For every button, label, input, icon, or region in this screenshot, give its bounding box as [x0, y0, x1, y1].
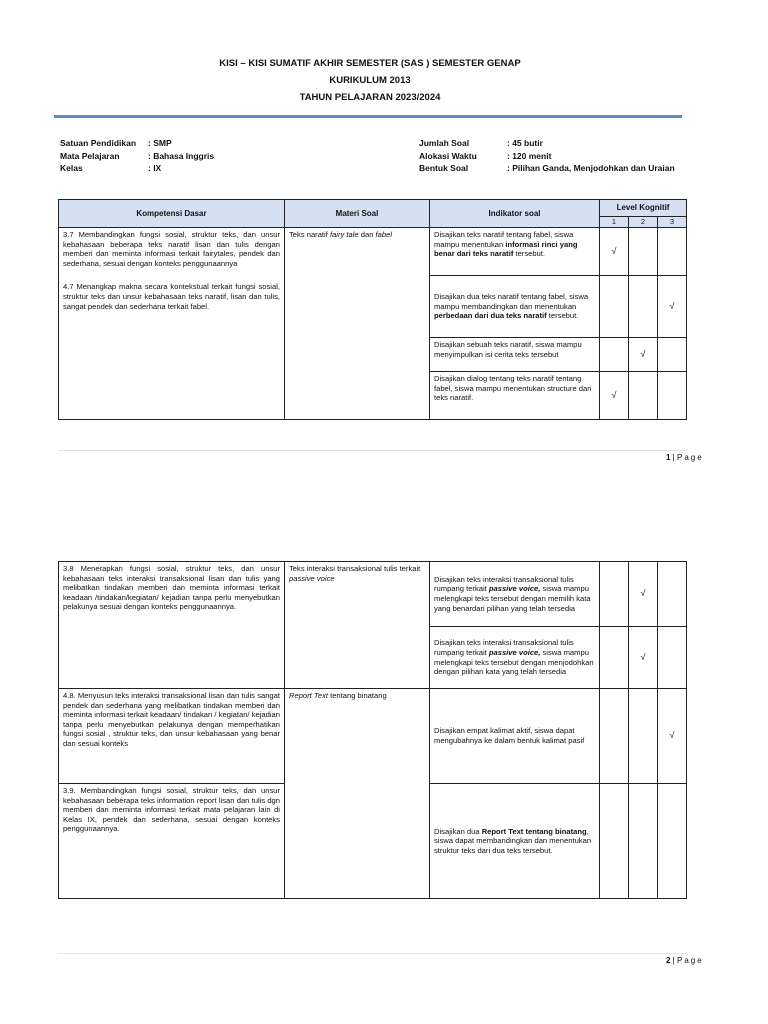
info-value: : IX: [148, 163, 162, 173]
level-empty: [629, 276, 658, 338]
kd-3-7: 3.7 Membandingkan fungsi sosial, struktur teks, dan unsur kebahasaan beberapa teks naratif lisan dan tulis dengan memberi dan meminta informasi terkait fairytales, pendek dan sederhana, sesuai dengan konteks penggunaannya: [63, 230, 280, 268]
indikator-cell: Disajikan dialog tentang teks naratif tentang fabel, siswa mampu menentukan structure dari teks naratif.: [430, 372, 600, 420]
level-check: √: [658, 276, 687, 338]
info-row-kelas: [60, 162, 214, 175]
col-header-materi: Materi Soal: [285, 200, 430, 228]
kd-4-7: 4.7 Menangkap makna secara kontekstual terkait fungsi sosial, struktur teks dan unsur kebahasaan teks naratif, lisan dan tulis, sangat pendek dan sederhana terkait fabel.: [63, 282, 280, 311]
level-empty: [658, 338, 687, 372]
info-value: : SMP: [148, 138, 172, 148]
materi-text: dan: [358, 230, 376, 239]
indikator-text: Disajikan dua: [434, 826, 482, 836]
col-header-indikator: Indikator soal: [430, 200, 600, 228]
col-header-level: Level Kognitif: [600, 200, 687, 217]
level-empty: [629, 372, 658, 420]
page-divider: [58, 450, 686, 451]
materi-fairytale: fairy tale: [329, 230, 359, 239]
level-empty: [658, 627, 687, 689]
info-row-satuan: [60, 137, 214, 150]
materi-passive-voice: passive voice: [289, 573, 335, 583]
materi-fabel: fabel: [375, 230, 393, 239]
indikator-text: siswa mampu melengkapi teks tersebut dengan menjodohkan dengan pilihan kata yang telah tersedia: [434, 647, 594, 677]
level-empty: [629, 689, 658, 784]
info-right: [419, 137, 675, 175]
info-row-jumlah: [419, 137, 675, 150]
kd-3-8: 3.8 Menerapkan fungsi sosial, struktur teks, dan unsur kebahasaan teks interaksi transaksional lisan dan tulis yang melibatkan tindakan memberi dan meminta informasi terkait keadaan /tindakan/kegiatan/ kejadian tanpa perlu menyebutkan pelakunya sesuai dengan konteks penggunaannya.: [59, 562, 285, 689]
level-check: √: [658, 689, 687, 784]
page-divider: [58, 953, 686, 954]
level-empty: [629, 784, 658, 899]
page-number: 1: [666, 453, 671, 462]
info-label: Bentuk Soal: [419, 163, 469, 173]
indikator-cell: [430, 276, 600, 338]
level-2-header: 2: [629, 217, 658, 228]
indikator-cell: [430, 784, 600, 899]
level-3-header: 3: [658, 217, 687, 228]
info-left: [60, 137, 214, 175]
indikator-emphasis: passive voice,: [488, 584, 541, 594]
col-header-kd: Kompetensi Dasar: [59, 200, 285, 228]
level-empty: [658, 372, 687, 420]
kd-3-9: 3.9. Membandingkan fungsi sosial, struktur teks, dan unsur kebahasaan beberapa teks information report lisan dan tulis dgn memberi dan meminta informasi terkait mata pelajaran lain di Kelas IX, pendek dan sederhana, sesuai dengan konteks penggunaannya.: [59, 784, 285, 899]
indikator-emphasis: Report Text tentang binatang: [481, 826, 587, 836]
header-divider: [54, 115, 682, 118]
level-empty: [600, 276, 629, 338]
level-empty: [600, 689, 629, 784]
info-label: Alokasi Waktu: [419, 150, 477, 161]
page-number: 2: [666, 956, 671, 965]
page-separator: |: [670, 956, 677, 965]
curriculum-line: KURIKULUM 2013: [329, 75, 411, 86]
materi-cell: [285, 228, 430, 420]
level-empty: [600, 562, 629, 627]
info-label: Mata Pelajaran: [60, 150, 120, 161]
level-check: √: [629, 627, 658, 689]
page-label: Page: [676, 956, 704, 965]
indikator-text: Disajikan teks naratif tentang fabel, siswa mampu menentukan: [434, 230, 574, 249]
level-empty: [658, 562, 687, 627]
indikator-text: tersebut.: [546, 311, 579, 321]
materi-text: Teks naratif: [289, 230, 330, 239]
info-label: Jumlah Soal: [419, 138, 470, 148]
indikator-cell: [430, 228, 600, 276]
indikator-cell: Disajikan sebuah teks naratif, siswa mampu menyimpulkan isi cerita teks tersebut: [430, 338, 600, 372]
indikator-emphasis: informasi rinci yang benar dari teks naratif: [434, 239, 578, 259]
level-empty: [600, 784, 629, 899]
indikator-cell: Disajikan empat kalimat aktif, siswa dapat mengubahnya ke dalam bentuk kalimat pasif: [430, 689, 600, 784]
indikator-text: , siswa dapat membandingkan dan menentukan struktur teks dari dua teks tersebut.: [434, 826, 592, 855]
academic-year-line: TAHUN PELAJARAN 2023/2024: [299, 92, 441, 103]
doc-title: KISI – KISI SUMATIF AKHIR SEMESTER (SAS ) SEMESTER GENAP: [219, 58, 521, 69]
level-empty: [658, 784, 687, 899]
page-separator: |: [670, 453, 677, 462]
level-check: √: [629, 562, 658, 627]
indikator-text: Disajikan teks interaksi transaksional tulis rumpang terkait: [434, 638, 574, 657]
level-1-header: 1: [600, 217, 629, 228]
info-row-alokasi: [419, 150, 675, 163]
kisi-table-page1: [58, 199, 687, 420]
info-label: Kelas: [60, 163, 83, 173]
level-empty: [658, 228, 687, 276]
level-empty: [600, 627, 629, 689]
kisi-table-page2: [58, 561, 687, 899]
indikator-text: Disajikan dua teks naratif tentang fabel, siswa mampu membandingkan dan menentukan: [434, 292, 589, 311]
kd-cell: [59, 228, 285, 420]
info-value: : 120 menit: [507, 150, 552, 161]
materi-text: Teks interaksi transaksional tulis terkait: [289, 564, 421, 573]
indikator-text: Disajikan teks interaksi transaksional tulis rumpang terkait: [434, 574, 574, 594]
level-check: √: [600, 228, 629, 276]
info-value: : 45 butir: [507, 138, 543, 148]
indikator-cell: [430, 627, 600, 689]
level-check: √: [629, 338, 658, 372]
info-row-mapel: [60, 150, 214, 163]
info-value: : Pilihan Ganda, Menjodohkan dan Uraian: [507, 163, 675, 173]
materi-report-text: Report Text: [289, 691, 328, 700]
indikator-text: tersebut.: [513, 249, 546, 259]
info-row-bentuk: [419, 162, 675, 175]
indikator-cell: [430, 562, 600, 627]
level-check: √: [600, 372, 629, 420]
indikator-text: siswa mampu melengkapi teks tersebut dengan memilih kata yang benardari pilihan yang telah tersedia: [434, 584, 591, 613]
level-empty: [629, 228, 658, 276]
kd-4-8: 4.8. Menyusun teks interaksi transaksional lisan dan tulis sangat pendek dan sederhana yang melibatkan tindakan memberi dan meminta informasi terkait keadaan/ tindakan / kegiatan/ kejadian tanpa perlu menyebutkan pelakunya dengan memperhatikan fungsi sosial , struktur teks, dan unsur kebahasaan yang benar dan sesuai konteks: [59, 689, 285, 784]
materi-text: tentang binatang: [327, 691, 387, 700]
page-label: Page: [676, 453, 704, 462]
page-footer-1: [666, 453, 704, 462]
indikator-emphasis: perbedaan dari dua teks naratif: [434, 311, 547, 321]
level-empty: [600, 338, 629, 372]
materi-cell: [285, 689, 430, 899]
info-value: : Bahasa Inggris: [148, 150, 215, 161]
info-label: Satuan Pendidikan: [60, 138, 137, 148]
materi-cell: [285, 562, 430, 689]
page-footer-2: [666, 956, 704, 965]
indikator-emphasis: passive voice,: [488, 647, 541, 657]
